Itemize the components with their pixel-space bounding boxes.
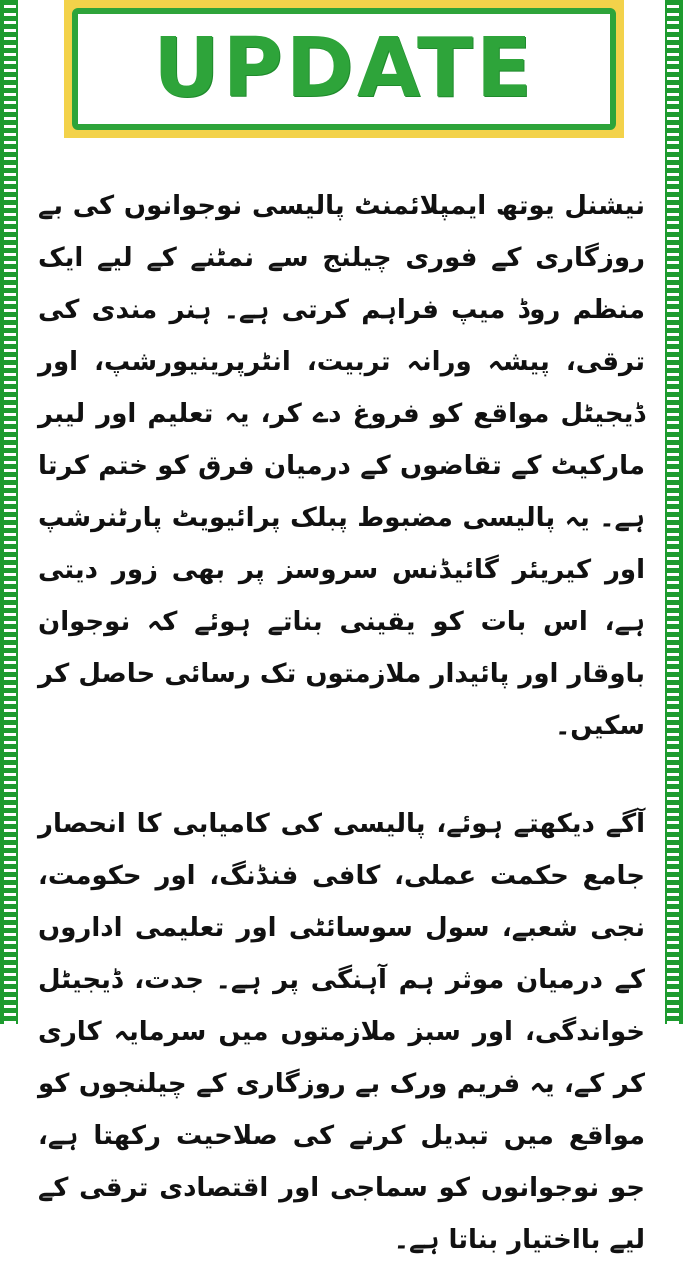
- right-decorative-border: [665, 0, 683, 1024]
- paragraph-spacer: [38, 752, 645, 798]
- update-banner-frame: [72, 8, 616, 130]
- banner-title: UPDATE: [153, 21, 535, 116]
- article-paragraph-2: آگے دیکھتے ہوئے، پالیسی کی کامیابی کا انحصار جامع حکمت عملی، کافی فنڈنگ، اور حکومت، نجی شعبے، سول سوسائٹی اور تعلیمی اداروں کے درمیان موثر ہم آہنگی پر ہے۔ جدت، ڈیجیٹل خواندگی، اور سبز ملازمتوں میں سرمایہ کاری کر کے، یہ فریم ورک بے روزگاری کے چیلنجوں کو مواقع میں تبدیل کرنے کی صلاحیت رکھتا ہے، جو نوجوانوں کو سماجی اور اقتصادی ترقی کے لیے بااختیار بناتا ہے۔: [38, 809, 645, 1255]
- article-body: [38, 180, 645, 1266]
- update-banner: [64, 0, 624, 138]
- left-decorative-border: [0, 0, 18, 1024]
- article-paragraph-1: نیشنل یوتھ ایمپلائمنٹ پالیسی نوجوانوں کی بے روزگاری کے فوری چیلنج سے نمٹنے کے لیے ایک منظم روڈ میپ فراہم کرتی ہے۔ ہنر مندی کی ترقی، پیشہ ورانہ تربیت، انٹرپرینیورشپ، اور ڈیجیٹل مواقع کو فروغ دے کر، یہ تعلیم اور لیبر مارکیٹ کے تقاضوں کے درمیان فرق کو ختم کرتا ہے۔ یہ پالیسی مضبوط پبلک پرائیویٹ پارٹنرشپ اور کیریئر گائیڈنس سروسز پر بھی زور دیتی ہے، اس بات کو یقینی بناتے ہوئے کہ نوجوان باوقار اور پائیدار ملازمتوں تک رسائی حاصل کر سکیں۔: [38, 191, 645, 741]
